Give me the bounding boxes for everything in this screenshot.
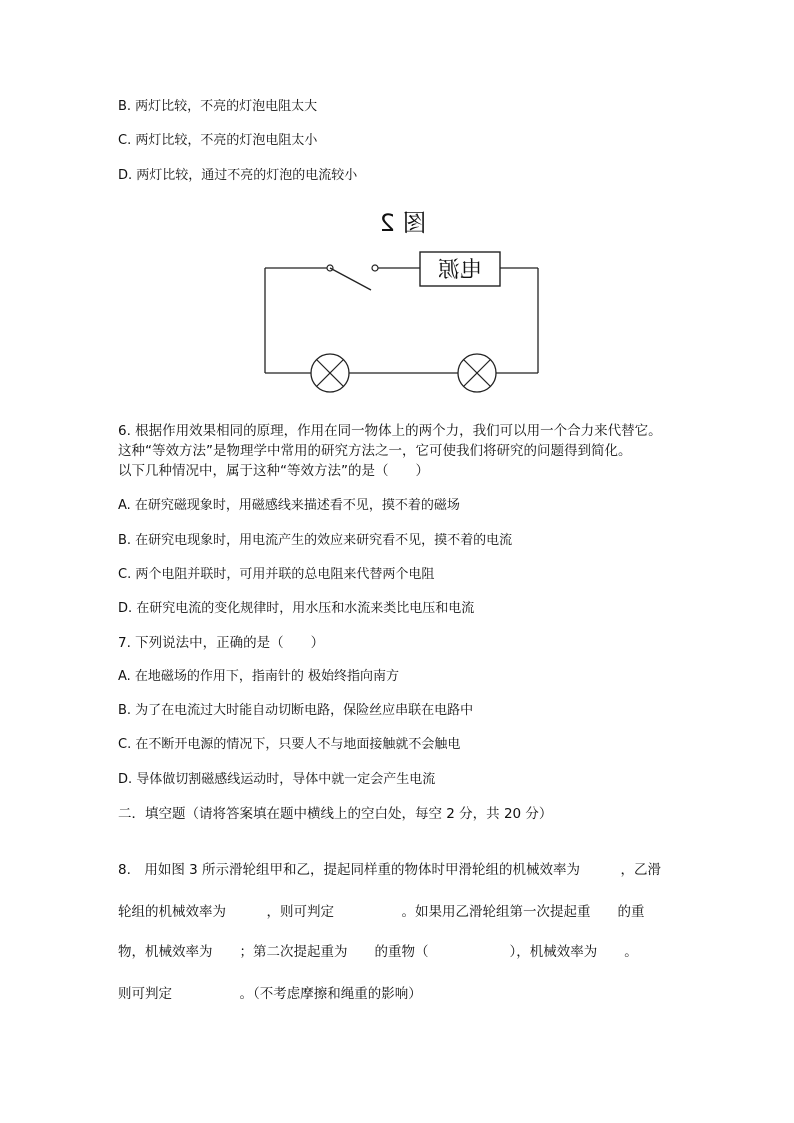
q6-stem-line-1: 6. 根据作用效果相同的原理，作用在同一物体上的两个力，我们可以用一个合力来代替它。 [118,423,662,439]
q7-option-a: A. 在地磁场的作用下，指南针的 极始终指向南方 [118,669,400,684]
svg-text:电源: 电源 [437,258,483,283]
q7-option-d: D. 导体做切割磁感线运动时，导体中就一定会产生电流 [118,772,436,787]
lamp-right-icon [458,354,496,392]
q5-option-b: B. 两灯比较，不亮的灯泡电阻太大 [118,99,318,114]
q5-option-c: C. 两灯比较，不亮的灯泡电阻太小 [118,133,318,148]
section-2-heading: 二．填空题（请将答案填在题中横线上的空白处，每空 2 分，共 20 分） [118,806,553,822]
switch-contact [372,265,378,271]
q6-option-b: B. 在研究电现象时，用电流产生的效应来研究看不见，摸不着的电流 [118,533,513,548]
q8-line-3: 物，机械效率为 ；第二次提起重为 的重物（ ），机械效率为 。 [118,944,638,960]
q5-option-d: D. 两灯比较，通过不亮的灯泡的电流较小 [118,168,358,183]
q6-option-d: D. 在研究电流的变化规律时，用水压和水流来类比电压和电流 [118,601,475,616]
q7-stem: 7. 下列说法中，正确的是（ ） [118,635,325,651]
q6-stem-line-2: 这种“等效方法”是物理学中常用的研究方法之一，它可使我们将研究的问题得到简化。 [118,443,632,459]
figure-caption [380,209,427,237]
q8-line-4: 则可判定 。（不考虑摩擦和绳重的影响） [118,986,422,1002]
q6-stem-line-3: 以下几种情况中，属于这种“等效方法”的是（ ） [118,463,429,479]
q8-line-1: 8. 用如图 3 所示滑轮组甲和乙，提起同样重的物体时甲滑轮组的机械效率为 ，乙滑 [118,862,662,878]
q7-option-b: B. 为了在电流过大时能自动切断电路，保险丝应串联在电路中 [118,703,474,718]
q8-line-2: 轮组的机械效率为 ，则可判定 。如果用乙滑轮组第一次提起重 的重 [118,904,645,920]
circuit-figure [255,205,555,405]
switch-blade [330,268,371,290]
svg-text:图 2: 图 2 [379,209,427,237]
q6-option-c: C. 两个电阻并联时，可用并联的总电阻来代替两个电阻 [118,567,435,582]
q7-option-c: C. 在不断开电源的情况下，只要人不与地面接触就不会触电 [118,737,461,752]
q6-option-a: A. 在研究磁现象时，用磁感线来描述看不见，摸不着的磁场 [118,498,460,513]
lamp-left-icon [311,354,349,392]
power-source-label [437,258,482,283]
